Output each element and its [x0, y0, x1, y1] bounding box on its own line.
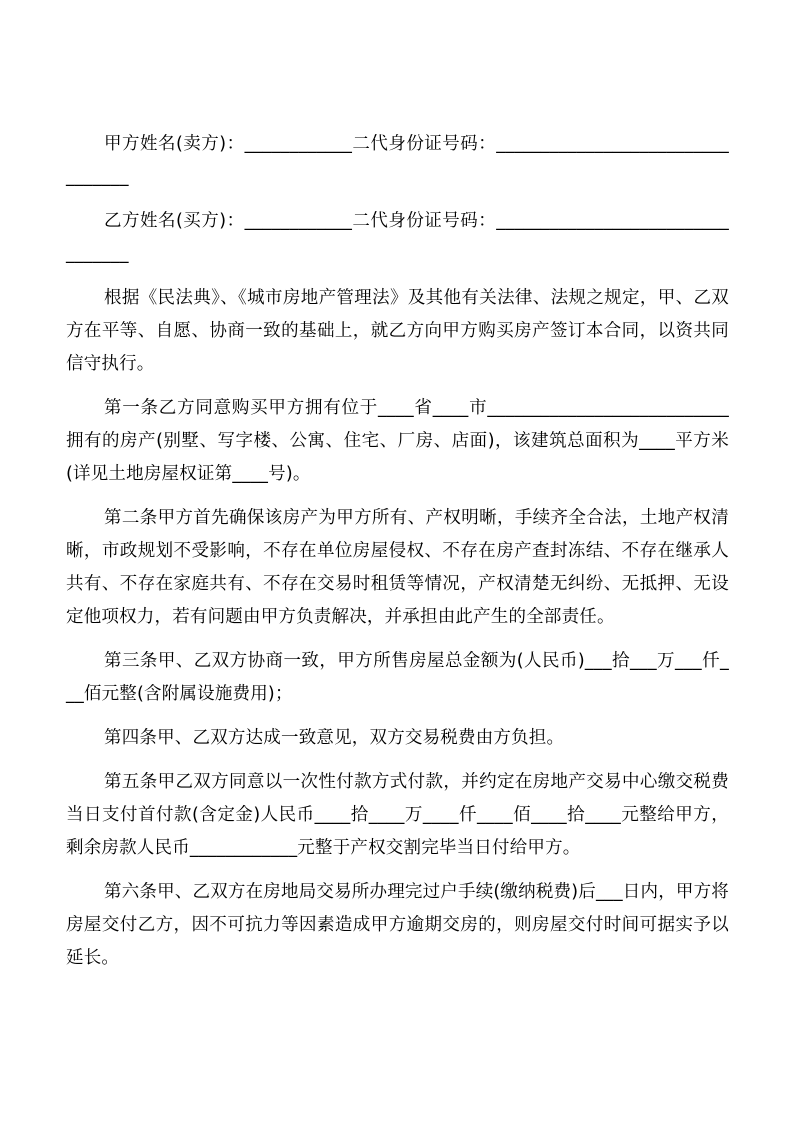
clause-1-paragraph: 第一条乙方同意购买甲方拥有位于____省____市___________________________拥有的房产(别墅、写字楼、公寓、住宅、厂房、店面)，该建筑总面积为____平方米(详见土地房屋权证第____号)。 — [66, 398, 729, 484]
clause-5-paragraph: 第五条甲乙双方同意以一次性付款方式付款，并约定在房地产交易中心缴交税费当日支付首付款(含定金)人民币____拾____万____仟____佰____拾____元整给甲方，剩余房款人民币____________元整于产权交割完毕当日付给甲方。 — [66, 772, 729, 858]
clause-6-paragraph: 第六条甲、乙双方在房地局交易所办理完过户手续(缴纳税费)后___日内，甲方将房屋交付乙方，因不可抗力等因素造成甲方逾期交房的，则房屋交付时间可据实予以延长。 — [66, 882, 730, 968]
clause-2-paragraph: 第二条甲方首先确保该房产为甲方所有、产权明晰，手续齐全合法，土地产权清晰，市政规划不受影响，不存在单位房屋侵权、不存在房产查封冻结、不存在继承人共有、不存在家庭共有、不存在交易时租赁等情况，产权清楚无纠纷、无抵押、无设定他项权力，若有问题由甲方负责解决，并承担由此产生的全部责任。 — [66, 508, 729, 627]
party-b-name-line: 乙方姓名(买方)：____________二代身份证号码：_________________________________ — [66, 211, 729, 264]
clause-4-paragraph: 第四条甲、乙双方达成一致意见，双方交易税费由方负担。 — [104, 728, 565, 748]
party-a-name-line: 甲方姓名(卖方)：____________二代身份证号码：_________________________________ — [66, 134, 729, 187]
preamble-paragraph: 根据《民法典》、《城市房地产管理法》及其他有关法律、法规之规定，甲、乙双方在平等、自愿、协商一致的基础上，就乙方向甲方购买房产签订本合同，以资共同信守执行。 — [66, 288, 729, 374]
clause-3-paragraph: 第三条甲、乙双方协商一致，甲方所售房屋总金额为(人民币)___拾___万___仟___佰元整(含附属设施费用)； — [66, 651, 729, 704]
